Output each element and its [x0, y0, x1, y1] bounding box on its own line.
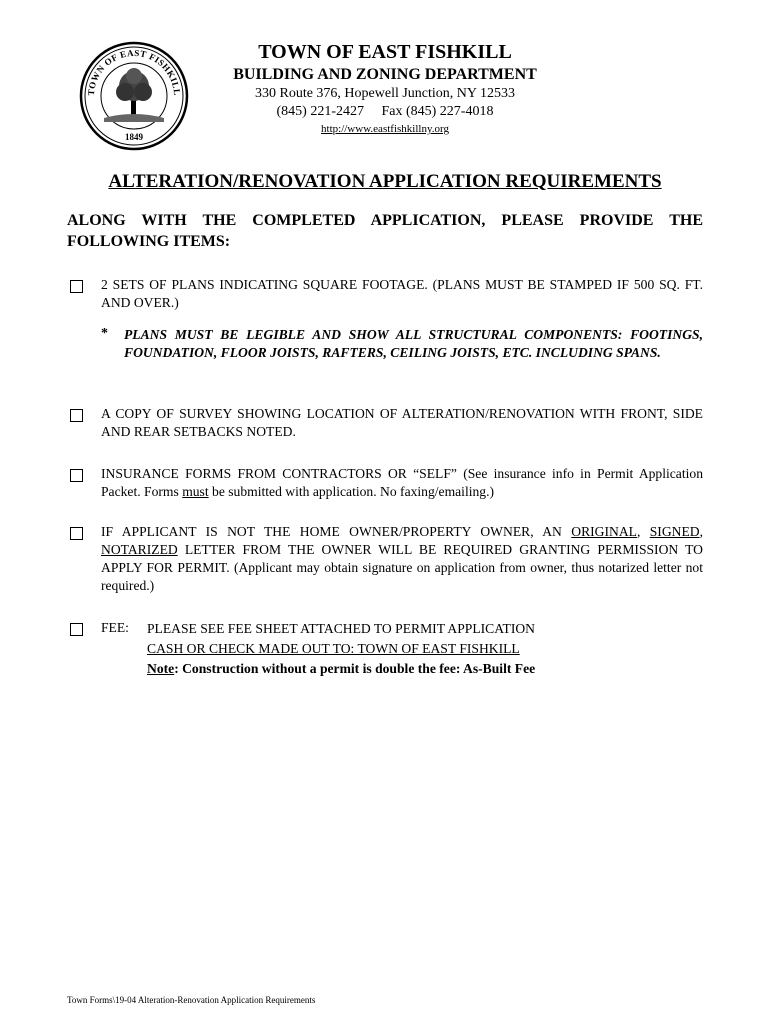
checkbox[interactable] [70, 469, 83, 482]
svg-text:TOWN OF EAST FISHKILL: TOWN OF EAST FISHKILL [85, 47, 183, 96]
footer-file-path: Town Forms\19-04 Alteration-Renovation Application Requirements [67, 995, 316, 1005]
letterhead [200, 40, 570, 137]
item-text: INSURANCE FORMS FROM CONTRACTORS OR “SELF” (See insurance info in Permit Application Packet. Forms must be submitted with application. No faxing/emailing.) [101, 466, 703, 499]
website-link[interactable]: http://www.eastfishkillny.org [321, 123, 449, 135]
item-text: A COPY OF SURVEY SHOWING LOCATION OF ALTERATION/RENOVATION WITH FRONT, SIDE AND REAR SETBACKS NOTED. [101, 406, 703, 439]
fee-line-2: CASH OR CHECK MADE OUT TO: TOWN OF EAST FISHKILL [147, 641, 520, 656]
item-text: 2 SETS OF PLANS INDICATING SQUARE FOOTAGE. (PLANS MUST BE STAMPED IF 500 SQ. FT. AND OVER.) [101, 277, 703, 310]
plans-note-text: PLANS MUST BE LEGIBLE AND SHOW ALL STRUCTURAL COMPONENTS: FOOTINGS, FOUNDATION, FLOOR JOISTS, RAFTERS, CEILING JOISTS, ETC. INCLUDING SPANS. [124, 327, 703, 360]
fee-line-1: PLEASE SEE FEE SHEET ATTACHED TO PERMIT APPLICATION [147, 621, 536, 636]
fee-details [147, 619, 535, 679]
town-name: TOWN OF EAST FISHKILL [258, 41, 512, 63]
phone-fax: (845) 221-2427 Fax (845) 227-4018 [276, 104, 494, 119]
department-name: BUILDING AND ZONING DEPARTMENT [233, 66, 537, 83]
fee-note: Note: Construction without a permit is double the fee: As-Built Fee [147, 661, 536, 676]
fee-label: FEE: [101, 620, 129, 635]
intro-text: ALONG WITH THE COMPLETED APPLICATION, PLEASE PROVIDE THE FOLLOWING ITEMS: [67, 212, 703, 250]
svg-text:1849: 1849 [125, 132, 143, 142]
address: 330 Route 376, Hopewell Junction, NY 12533 [254, 86, 515, 101]
checkbox[interactable] [70, 623, 83, 636]
list-item-fee [67, 619, 703, 689]
seal-tree-icon [116, 68, 152, 118]
asterisk: * [101, 326, 108, 341]
document-title: ALTERATION/RENOVATION APPLICATION REQUIREMENTS [108, 171, 662, 192]
checkbox[interactable] [70, 409, 83, 422]
checkbox[interactable] [70, 527, 83, 540]
item-text: IF APPLICANT IS NOT THE HOME OWNER/PROPERTY OWNER, AN ORIGINAL, SIGNED, NOTARIZED LETTER FROM THE OWNER WILL BE REQUIRED GRANTING PERMISSION TO APPLY FOR PERMIT. (Applicant may obtain signature on application from owner, thus notarized letter not required.) [101, 524, 703, 593]
town-seal [78, 40, 190, 152]
checkbox[interactable] [70, 280, 83, 293]
